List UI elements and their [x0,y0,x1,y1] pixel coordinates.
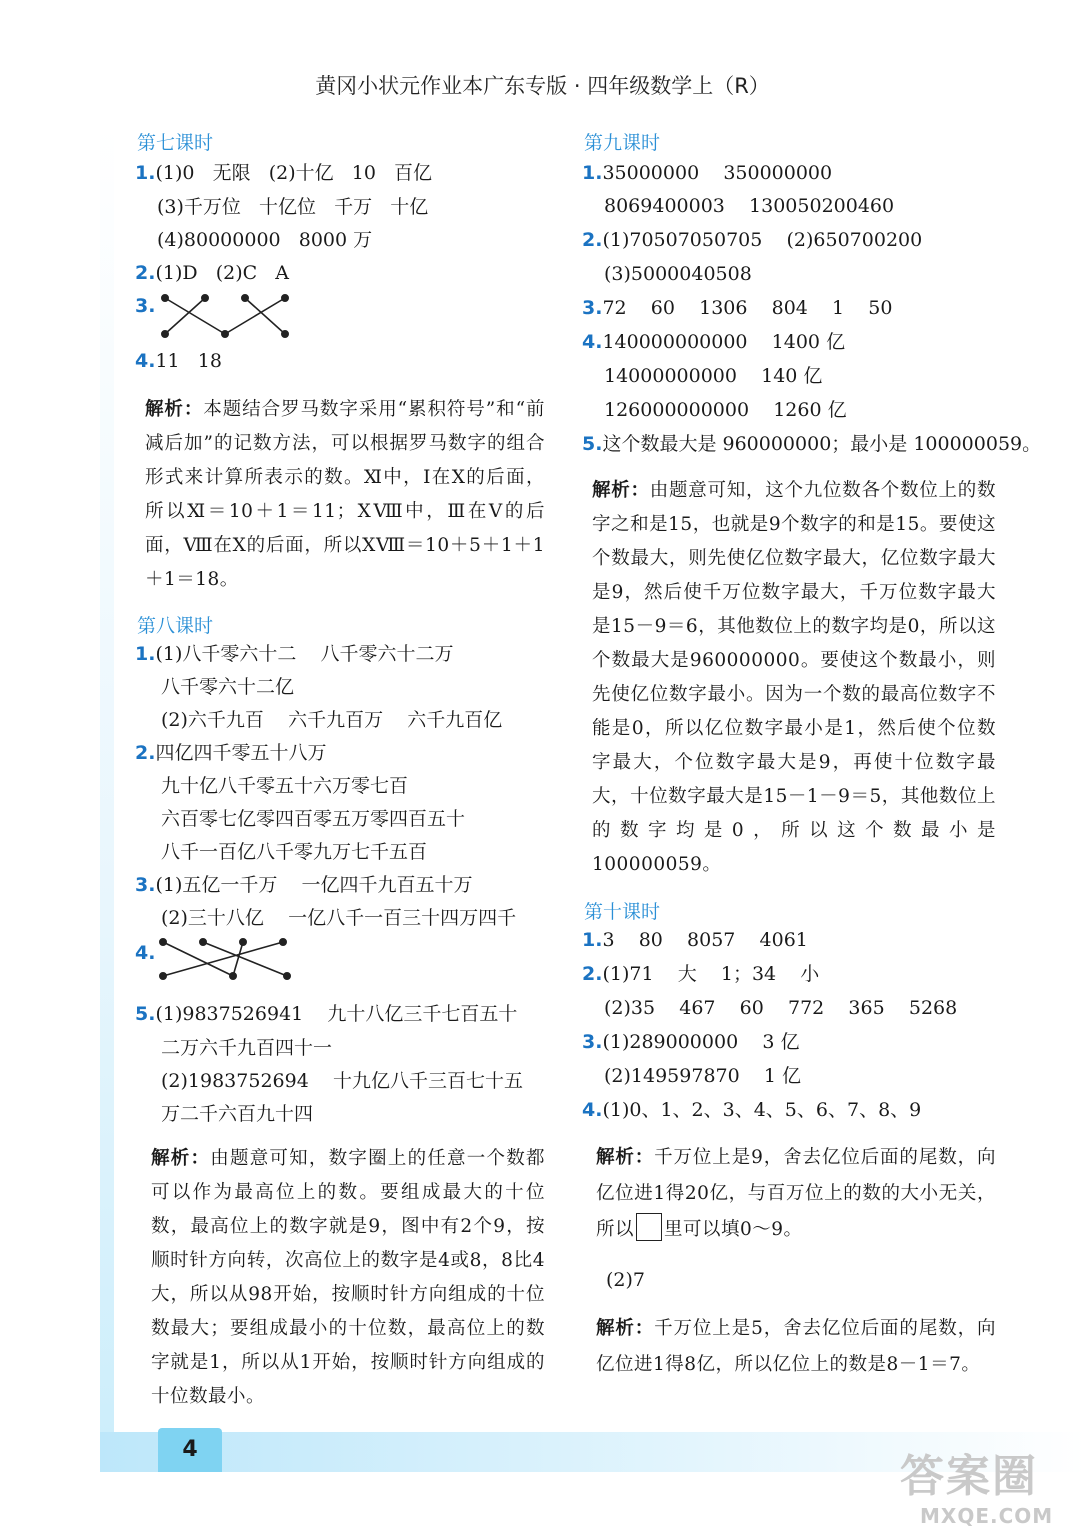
answer-line [135,876,473,895]
question-number: 1. [135,643,156,665]
answer-line [135,164,432,183]
answer-line: 万二千六百九十四 [161,1103,314,1125]
analysis-block [592,474,996,882]
question-number: 5. [582,433,603,455]
analysis-text: 千万位上是5，舍去亿位后面的尾数，向亿位进1得8亿，所以亿位上的数是8－1＝7。 [596,1318,996,1375]
answer-line [135,1005,517,1024]
answer-line: (2)1983752694 十九亿八千三百七十五 [161,1070,523,1092]
decorative-strip [100,125,114,1435]
answer-text: (1)五亿一千万 一亿四千九百五十万 [155,874,473,896]
answer-text: 35000000 350000000 [602,162,833,184]
analysis-text: 本题结合罗马数字采用“累积符号”和“前减后加”的记数方法，可以根据罗马数字的组合形式来计算所表示的数。Ⅺ中，Ⅰ在Ⅹ的后面，所以Ⅺ＝10＋1＝11；ⅩⅧ中，Ⅲ在Ⅴ的后面，Ⅷ在Ⅹ的后面，所以ⅩⅧ＝10＋5＋1＋1＋1＝18。 [145,399,545,590]
section-title: 第十课时 [584,901,661,923]
answer-text: 140000000000 1400 亿 [602,331,846,353]
question-number: 4. [582,331,603,353]
answer-text: (1)289000000 3 亿 [602,1031,800,1053]
answer-line [135,352,222,371]
answer-line: 14000000000 140 亿 [604,365,823,387]
page-header: 黄冈小状元作业本广东专版 · 四年级数学上（R） [315,74,770,98]
answer-line: 九十亿八千零五十六万零七百 [161,775,409,797]
analysis-label: 解析： [151,1148,211,1169]
answer-text: 11 18 [155,350,222,372]
analysis-text: 里可以填0～9。 [664,1219,803,1240]
analysis-block [596,1311,996,1383]
answer-line [135,297,155,316]
analysis-label: 解析： [596,1147,655,1168]
analysis-label: 解析： [592,480,650,501]
answer-text: (1)0 无限 (2)十亿 10 百亿 [155,162,433,184]
answer-line [582,965,819,984]
answer-line: (2)149597870 1 亿 [604,1065,801,1087]
question-number: 2. [582,963,603,985]
answer-line [582,333,845,352]
answer-line: 六百零七亿零四百零五万零四百五十 [161,808,466,830]
question-number: 2. [582,229,603,251]
answer-line [582,1033,799,1052]
question-number: 1. [582,162,603,184]
page-number: 4 [158,1428,222,1472]
watermark [900,1440,1080,1530]
analysis-label: 解析： [596,1318,655,1339]
answer-line [582,299,892,318]
answer-line: (2)六千九百 六千九百万 六千九百亿 [161,709,503,731]
answer-line: (2)7 [606,1269,646,1291]
answer-line: (2)三十八亿 一亿八千一百三十四万四千 [161,907,517,929]
question-number: 5. [135,1003,156,1025]
question-number: 4. [135,942,156,964]
answer-line [135,744,326,763]
answer-line: 二万六千九百四十一 [161,1037,333,1059]
blank-box [636,1213,662,1241]
question-number: 4. [135,350,156,372]
answer-line [135,944,155,963]
watermark-text: 答案圈 [900,1451,1038,1502]
answer-line: 八千一百亿八千零九万七千五百 [161,841,428,863]
answer-line: (4)80000000 8000 万 [157,229,373,251]
answer-line: (3)千万位 十亿位 千万 十亿 [157,196,429,218]
question-number: 3. [582,1031,603,1053]
question-number: 1. [582,929,603,951]
answer-text: (1)70507050705 (2)650700200 [602,229,923,251]
answer-line: 8069400003 130050200460 [604,195,895,217]
answer-line: (3)5000040508 [604,263,752,285]
answer-line [582,435,1041,454]
analysis-block [596,1140,996,1248]
question-number: 3. [135,295,156,317]
watermark-url: MXQE.COM [920,1504,1054,1528]
answer-line [582,931,808,950]
question-number: 2. [135,742,156,764]
answer-text: (1)0、1、2、3、4、5、6、7、8、9 [602,1099,922,1121]
analysis-text: 由题意可知，这个九位数各个数位上的数字之和是15，也就是9个数字的和是15。要使这个数最大，则先使亿位数字最大，亿位数字最大是9，然后使千万位数字最大，千万位数字最大是15－9＝6，其他数位上的数字均是0，所以这个数最大是960000000。要使这个数最小，则先使亿位数字最小。因为一个数的最高位数字不能是0，所以亿位数字最小是1，然后使个位数字最大，个位数字最大是9，再使十位数字最大，十位数字最大是15－1－9＝5，其他数位上的数字均是0，所以这个数最小是100000059。 [592,480,996,875]
answer-text: 这个数最大是 960000000；最小是 100000059。 [602,433,1042,455]
section-title: 第八课时 [137,615,214,637]
question-number: 4. [582,1099,603,1121]
answer-text: (1)D (2)C A [155,262,290,284]
section-title: 第九课时 [584,132,661,154]
answer-line: (2)35 467 60 772 365 5268 [604,997,958,1019]
answer-line [582,1101,921,1120]
question-number: 3. [582,297,603,319]
answer-text: (1)9837526941 九十八亿三千七百五十 [155,1003,518,1025]
analysis-text: 由题意可知，数字圈上的任意一个数都可以作为最高位上的数。要组成最大的十位数，最高位上的数字就是9，图中有2个9，按顺时针方向转，次高位上的数字是4或8，8比4大，所以从98开始，按顺时针方向组成的十位数最大；要组成最小的十位数，最高位上的数字就是1，所以从1开始，按顺时针方向组成的十位数最小。 [151,1148,545,1407]
answer-line: 八千零六十二亿 [161,676,295,698]
answer-text: 72 60 1306 804 1 50 [602,297,893,319]
answer-text: (1)八千零六十二 八千零六十二万 [155,643,454,665]
answer-text: 3 80 8057 4061 [602,929,808,951]
matching-diagram [155,932,305,986]
question-number: 3. [135,874,156,896]
answer-line [135,645,454,664]
question-number: 1. [135,162,156,184]
analysis-text: 千万位上是9，舍去亿位后面的尾数，向亿位进1得20亿，与百万位上的数的大小无关，所以 [596,1147,996,1240]
answer-text: 四亿四千零五十八万 [155,742,327,764]
analysis-block [151,1142,545,1414]
analysis-block [145,393,545,597]
matching-diagram [155,288,295,342]
answer-text: (1)71 大 1；34 小 [602,963,820,985]
analysis-label: 解析： [145,399,204,420]
answer-line [582,231,922,250]
answer-line: 126000000000 1260 亿 [604,399,847,421]
section-title: 第七课时 [137,132,214,154]
answer-line [135,264,289,283]
question-number: 2. [135,262,156,284]
answer-line [582,164,832,183]
